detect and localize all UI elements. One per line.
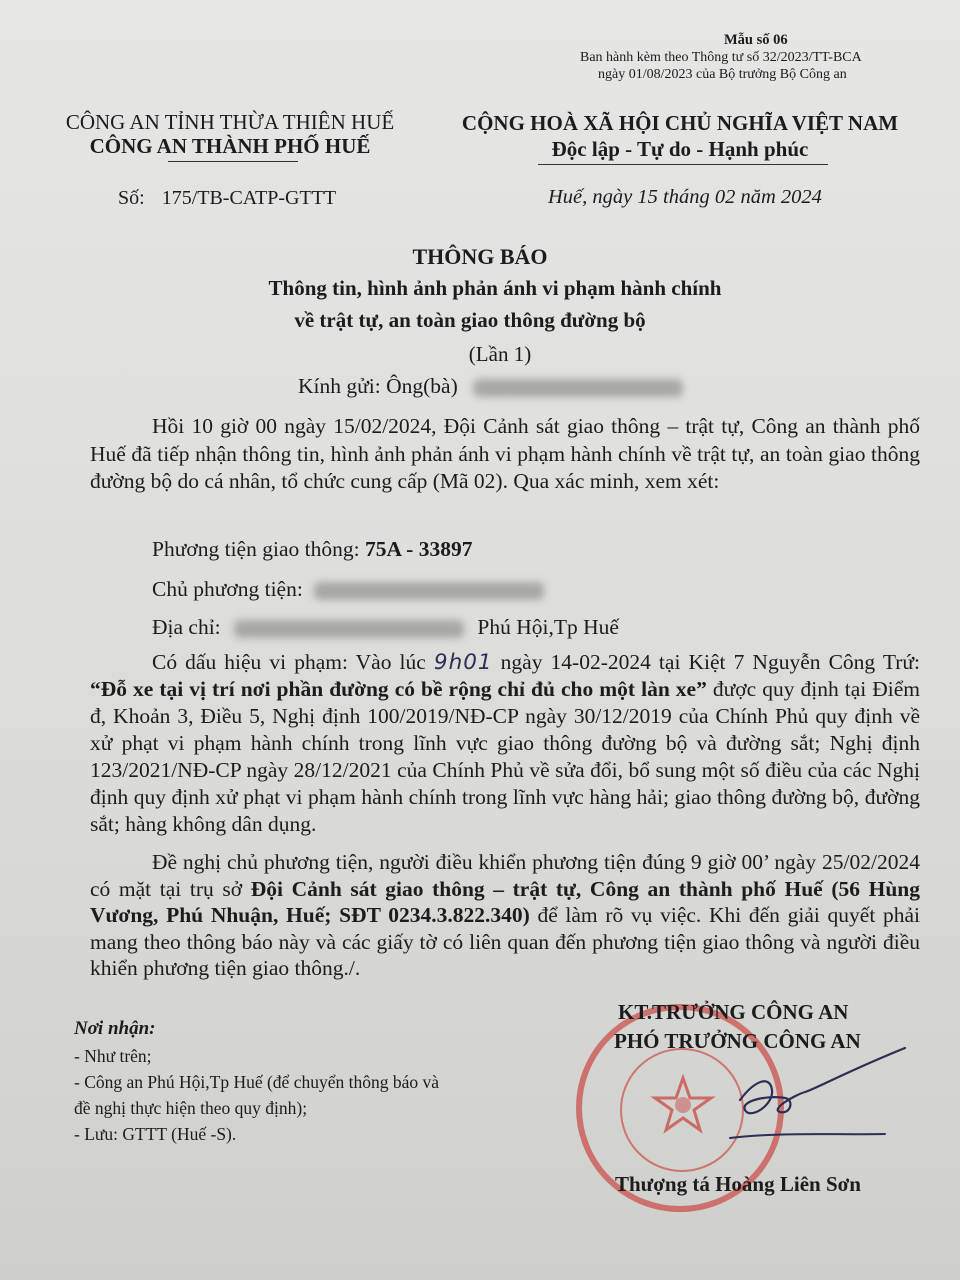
number-value: 175/TB-CATP-GTTT: [161, 187, 337, 209]
addressee-label: Kính gửi: Ông(bà): [298, 374, 458, 398]
document-number: [118, 187, 336, 210]
recipient-item: - Lưu: GTTT (Huế -S).: [74, 1124, 237, 1144]
violation-intro: Có dấu hiệu vi phạm: Vào lúc: [152, 650, 426, 674]
request-intro: Đề nghị chủ phương tiện, người điều khiển phương tiện đúng 9 giờ 00’ ngày 25/02/2024 có mặt tại trụ sở: [90, 850, 920, 901]
notice-subtitle-1: Thông tin, hình ảnh phản ánh vi phạm hành chính: [268, 276, 722, 300]
handwritten-signature-icon: [700, 1040, 920, 1150]
number-label: Số:: [118, 187, 145, 209]
signature-line-2: PHÓ TRƯỞNG CÔNG AN: [614, 1029, 861, 1053]
vehicle-plate: 75A - 33897: [364, 537, 473, 561]
signer-name: Thượng tá Hoàng Liên Sơn: [615, 1172, 861, 1196]
agency-underline: [168, 161, 298, 162]
owner-label: Chủ phương tiện:: [152, 577, 303, 601]
violation-description: “Đỗ xe tại vị trí nơi phần đường có bề rộng chỉ đủ cho một làn xe”: [90, 677, 707, 701]
address-label: Địa chỉ:: [152, 615, 221, 639]
address-tail: Phú Hội,Tp Huế: [477, 615, 619, 639]
redacted-addressee-name: [473, 379, 683, 397]
redacted-owner-name: [314, 582, 544, 600]
place-date: Huế, ngày 15 tháng 02 năm 2024: [548, 186, 822, 208]
intro-paragraph: [90, 413, 920, 496]
violation-date-place: ngày 14-02-2024 tại Kiệt 7 Nguyễn Công Trứ:: [500, 650, 921, 674]
handwritten-time: 9h01: [433, 650, 493, 675]
agency-parent: CÔNG AN TỈNH THỪA THIÊN HUẾ: [65, 110, 395, 134]
slogan: Độc lập - Tự do - Hạnh phúc: [551, 137, 809, 161]
request-text: [90, 849, 920, 982]
agency-unit: CÔNG AN THÀNH PHỐ HUẾ: [89, 134, 371, 158]
addressee: [298, 374, 683, 399]
notice-round: (Lần 1): [468, 342, 532, 366]
redacted-address: [234, 620, 464, 638]
violation-legal-basis: được quy định tại Điểm đ, Khoản 3, Điều 5, Nghị định 100/2019/NĐ-CP ngày 30/12/2019 của Chính Phủ quy định về xử phạt vi phạm hành chính trong lĩnh vực giao thông đường bộ và đường sắt; Nghị định 123/2021/NĐ-CP ngày 28/12/2021 của Chính Phủ về sửa đổi, bổ sung một số điều của các Nghị định quy định xử phạt vi phạm hành chính trong lĩnh vực hàng hải; giao thông đường bộ, đường sắt; hàng không dân dụng.: [90, 677, 921, 836]
request-paragraph: [90, 849, 920, 982]
violation-paragraph: [90, 649, 920, 838]
vehicle-line: [152, 537, 472, 562]
request-office: Đội Cảnh sát giao thông – trật tự, Công an thành phố Huế (56 Hùng Vương, Phú Nhuận, Huế; SĐT 0234.3.822.340): [90, 876, 920, 927]
recipients-heading: Nơi nhận:: [74, 1018, 156, 1039]
recipient-item: đề nghị thực hiện theo quy định);: [74, 1098, 308, 1118]
form-code-title: Mẫu số 06: [724, 32, 788, 48]
intro-text: Hồi 10 giờ 00 ngày 15/02/2024, Đội Cảnh sát giao thông – trật tự, Công an thành phố Huế đã tiếp nhận thông tin, hình ảnh phản ánh vi phạm hành chính về trật tự, an toàn giao thông đường bộ do cá nhân, tổ chức cung cấp (Mã 02). Qua xác minh, xem xét:: [90, 414, 920, 493]
form-code-line2: ngày 01/08/2023 của Bộ trưởng Bộ Công an: [598, 67, 847, 82]
vehicle-label: Phương tiện giao thông:: [152, 537, 360, 561]
recipient-item: - Như trên;: [74, 1046, 152, 1066]
country-name: CỘNG HOÀ XÃ HỘI CHỦ NGHĨA VIỆT NAM: [461, 111, 899, 135]
request-instructions: để làm rõ vụ việc. Khi đến giải quyết phải mang theo thông báo này và các giấy tờ có liên quan đến phương tiện giao thông và người điều khiển phương tiện giao thông./.: [90, 903, 920, 980]
slogan-underline: [538, 164, 828, 165]
violation-text: [90, 649, 920, 838]
form-code-line1: Ban hành kèm theo Thông tư số 32/2023/TT-BCA: [580, 50, 862, 65]
owner-line: [152, 577, 544, 602]
recipient-item: - Công an Phú Hội,Tp Huế (để chuyển thông báo và: [74, 1072, 439, 1092]
signature-line-1: KT.TRƯỞNG CÔNG AN: [618, 1000, 849, 1024]
notice-title: THÔNG BÁO: [412, 244, 548, 269]
address-line: [152, 615, 619, 640]
notice-subtitle-2: về trật tự, an toàn giao thông đường bộ: [294, 308, 646, 332]
